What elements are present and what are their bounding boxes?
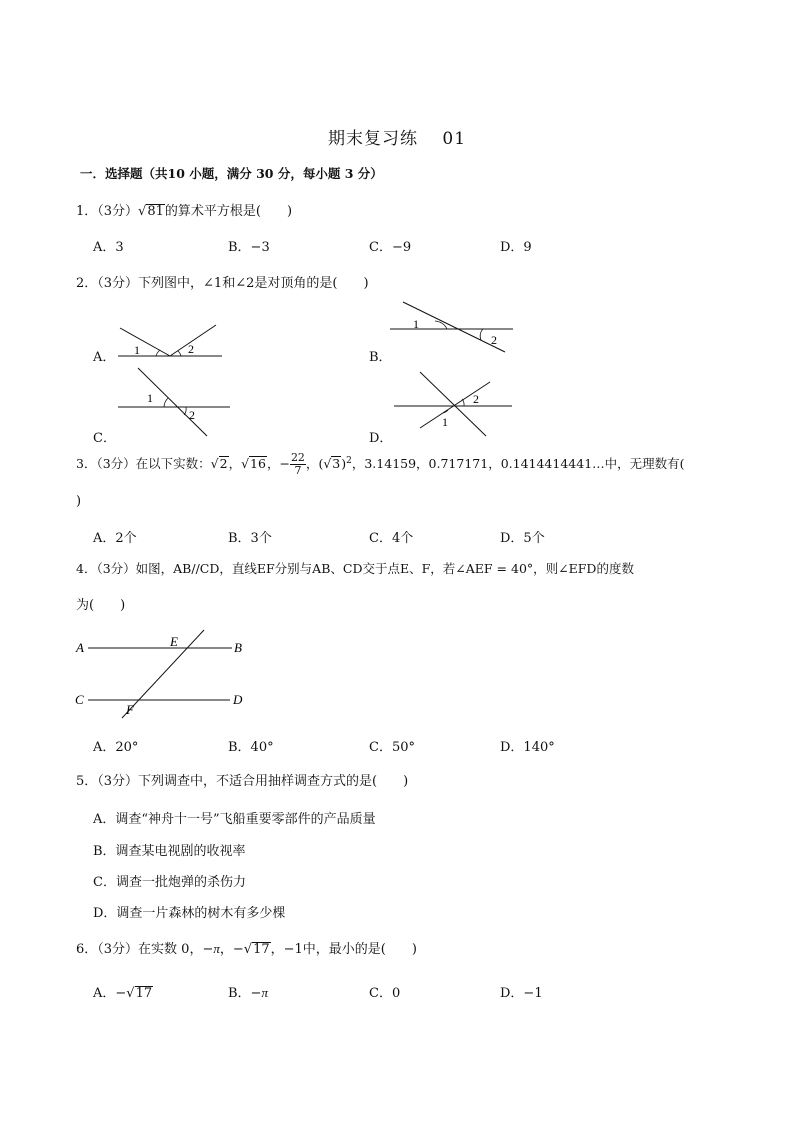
q4-line-2: 为( ) bbox=[76, 598, 126, 613]
q2-c-angle-1: 1 bbox=[147, 391, 153, 405]
q2-figure-a bbox=[112, 320, 232, 364]
q5-option-c[interactable]: C．调查一批炮弹的杀伤力 bbox=[93, 875, 246, 890]
q4-option-b[interactable]: B．40° bbox=[228, 740, 274, 755]
q3-option-a[interactable]: A．2个 bbox=[93, 531, 137, 546]
q2-figure-c bbox=[112, 364, 237, 440]
q4-label-c: C bbox=[75, 692, 84, 707]
q3-tail: ，3.14159，0.717171，0.1414414441…中，无理数有( bbox=[351, 456, 685, 471]
question-2: 2．（3分）下列图中，∠1和∠2是对顶角的是( ) bbox=[76, 276, 369, 291]
q6-pi: π bbox=[213, 941, 220, 956]
q3-frac-num: 22 bbox=[290, 451, 305, 464]
q4-label-e: E bbox=[170, 634, 178, 649]
question-6: 6．（3分）在实数 0，−π，−√17，−1中，最小的是( ) bbox=[76, 941, 417, 957]
q3-sqrt2: 2 bbox=[219, 456, 228, 471]
q4-label-d: D bbox=[233, 692, 243, 707]
q2-b-angle-1: 1 bbox=[413, 317, 419, 331]
q1-option-b[interactable]: B．−3 bbox=[228, 240, 270, 255]
question-5: 5．（3分）下列调查中，不适合用抽样调查方式的是( ) bbox=[76, 774, 409, 789]
q4-label-a: A bbox=[76, 640, 84, 655]
q1-option-d[interactable]: D．9 bbox=[500, 240, 532, 255]
q5-option-a[interactable]: A．调查“神舟十一号”飞船重要零部件的产品质量 bbox=[93, 812, 376, 827]
q3-option-d[interactable]: D．5个 bbox=[500, 531, 545, 546]
q2-d-angle-2: 2 bbox=[473, 392, 479, 406]
q3-sqrt16: 16 bbox=[250, 456, 266, 471]
q6-prefix: 6．（3分）在实数 0，− bbox=[76, 942, 214, 957]
q2-figure-b bbox=[385, 298, 520, 356]
q6-option-a-radicand: 17 bbox=[135, 986, 153, 1001]
q2-option-b[interactable]: B． bbox=[369, 350, 392, 365]
q5-option-b[interactable]: B．调查某电视剧的收视率 bbox=[93, 844, 246, 859]
question-1: 1．（3分）√81的算术平方根是( ) bbox=[76, 204, 293, 219]
q6-mid: ，− bbox=[219, 942, 244, 957]
question-3: 3．（3分）在以下实数：√2，√16，− $\frac{22}{7}$ ，$(√3)^2$，3.14159，0.717171，0.1414414441…中，无理数有( bbox=[76, 451, 685, 477]
question-4: 4．（3分）如图，AB//CD，直线EF分别与AB、CD交于点E、F，若∠AEF = 40°，则∠EFD的度数 bbox=[76, 561, 634, 576]
q2-a-angle-2: 2 bbox=[188, 342, 194, 356]
q6-radicand: 17 bbox=[253, 942, 270, 957]
q4-option-c[interactable]: C．50° bbox=[369, 740, 415, 755]
q1-radicand: 81 bbox=[147, 204, 164, 219]
q6-option-a-prefix: A．− bbox=[93, 986, 127, 1001]
q6-option-b-pi: π bbox=[261, 985, 268, 1000]
q2-b-angle-2: 2 bbox=[491, 333, 497, 347]
q4-label-f: F bbox=[126, 702, 134, 717]
q3-fraction bbox=[290, 452, 306, 477]
q2-option-d[interactable]: D． bbox=[369, 431, 393, 446]
q3-power-base: 3 bbox=[332, 456, 341, 471]
q2-d-angle-1: 1 bbox=[442, 415, 448, 429]
q3-line-2: ) bbox=[76, 494, 82, 509]
q2-figure-d bbox=[390, 368, 518, 438]
q1-prefix: 1．（3分） bbox=[76, 204, 139, 219]
q3-option-b[interactable]: B．3个 bbox=[228, 531, 272, 546]
q3-prefix: 3．（3分）在以下实数： bbox=[76, 456, 211, 471]
q6-option-d[interactable]: D．−1 bbox=[500, 986, 543, 1001]
q6-suffix: ，−1中，最小的是( ) bbox=[270, 942, 417, 957]
q3-option-c[interactable]: C．4个 bbox=[369, 531, 414, 546]
q6-option-a[interactable]: A．−√17 bbox=[93, 986, 153, 1001]
q2-a-angle-1: 1 bbox=[134, 343, 140, 357]
q3-frac-den: 7 bbox=[294, 464, 302, 477]
q4-label-b: B bbox=[234, 640, 242, 655]
q1-option-c[interactable]: C．−9 bbox=[369, 240, 412, 255]
q3-power-exp: 2 bbox=[346, 455, 352, 466]
q6-option-b[interactable] bbox=[228, 982, 268, 1001]
q2-c-angle-2: 2 bbox=[189, 408, 195, 422]
page-title: 期末复习练 01 bbox=[327, 129, 467, 149]
q5-option-d[interactable]: D．调查一片森林的树木有多少棵 bbox=[93, 906, 286, 921]
q6-option-c[interactable]: C．0 bbox=[369, 986, 401, 1001]
q6-option-b-prefix: B．− bbox=[228, 986, 262, 1001]
q2-option-a[interactable]: A． bbox=[93, 350, 116, 365]
q1-option-a[interactable]: A．3 bbox=[93, 240, 124, 255]
q1-suffix: 的算术平方根是( ) bbox=[164, 204, 293, 219]
section-heading: 一．选择题（共10 小题，满分 30 分，每小题 3 分） bbox=[80, 166, 383, 181]
q4-option-a[interactable]: A．20° bbox=[93, 740, 139, 755]
q4-figure bbox=[70, 628, 260, 720]
q2-option-c[interactable]: C． bbox=[93, 431, 116, 446]
q4-option-d[interactable]: D．140° bbox=[500, 740, 555, 755]
